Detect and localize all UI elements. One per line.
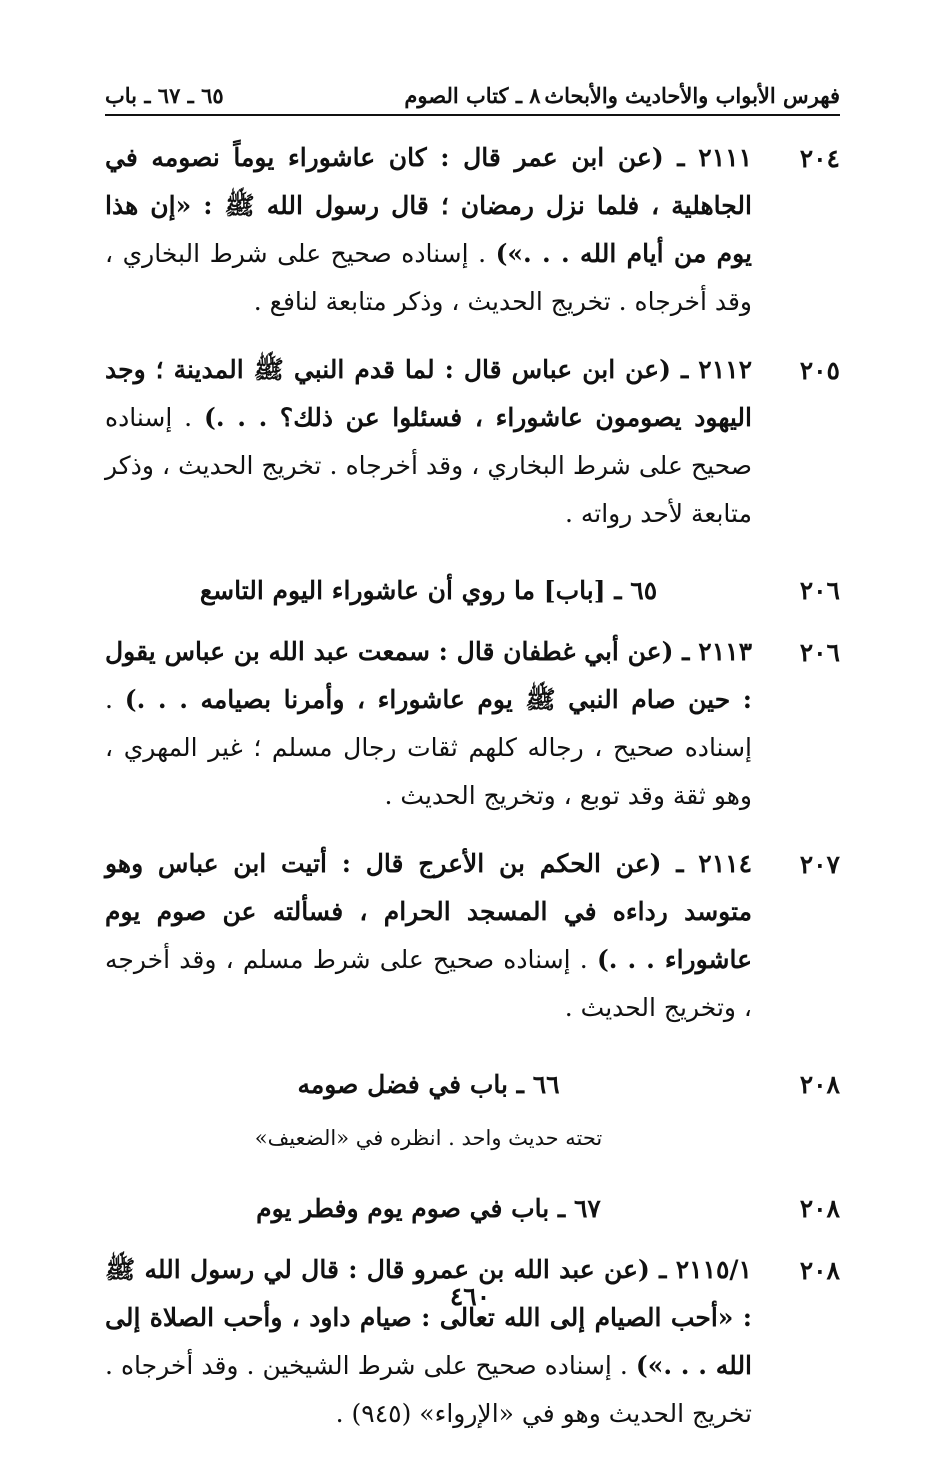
running-head-chapter-range: ٦٥ ـ ٦٧ ـ باب [105, 83, 224, 108]
running-head-book-title: ٨ ـ كتاب الصوم [404, 83, 541, 108]
hadith-entry-2112 [105, 346, 840, 538]
hadith-entry-2111 [105, 134, 840, 326]
entry-body [105, 346, 752, 538]
entry-page-number: ٢٠٦ [799, 638, 840, 667]
entry-page-number: ٢٠٦ [799, 576, 840, 605]
hadith-commentary: . إسناده صحيح على شرط الشيخين . وقد أخرجاه . تخريج الحديث وهو في «الإرواء» (٩٤٥) . [105, 1351, 752, 1428]
chapter-heading-65 [105, 558, 840, 620]
hadith-commentary: . إسناده صحيح على شرط البخاري ، وقد أخرجاه . تخريج الحديث ، وذكر متابعة لأحد رواته . [105, 403, 752, 528]
hadith-commentary: . إسناده صحيح على شرط مسلم ، وقد أخرجه ، وتخريج الحديث . [105, 945, 752, 1022]
hadith-text: ٢١١١ ـ (عن ابن عمر قال : كان عاشوراء يوماً نصومه في الجاهلية ، فلما نزل رمضان ؛ قال رسول الله ﷺ : «إن هذا يوم من أيام الله . . .») [105, 143, 752, 268]
hadith-commentary: . إسناده صحيح على شرط البخاري ، وقد أخرجاه . تخريج الحديث ، وذكر متابعة لنافع . [105, 239, 752, 316]
entry-body [105, 134, 752, 326]
entry-page-number: ٢٠٤ [799, 144, 840, 173]
entry-page-number: ٢٠٨ [799, 1194, 840, 1223]
hadith-commentary: . إسناده صحيح ، رجاله كلهم ثقات رجال مسلم ؛ غير المهري ، وهو ثقة وقد توبع ، وتخريج الحديث . [105, 685, 752, 810]
running-head-index-title: فهرس الأبواب والأحاديث والأبحاث [544, 83, 840, 108]
running-head [105, 78, 840, 116]
entry-page-number: ٢٠٨ [799, 1070, 840, 1099]
page-folio: ٤٦٠ [449, 1282, 491, 1311]
entry-body [105, 628, 752, 820]
entry-body [105, 1246, 752, 1438]
index-entries [105, 134, 840, 1458]
chapter-heading-67 [105, 1176, 840, 1238]
chapter-note: تحته حديث واحد . انظره في «الضعيف» [254, 1126, 603, 1150]
entry-page-number: ٢٠٨ [799, 1256, 840, 1285]
entry-body [105, 840, 752, 1032]
chapter-title: ٦٧ ـ باب في صوم يوم وفطر يوم [256, 1194, 601, 1223]
hadith-text: ٢١١٣ ـ (عن أبي غطفان قال : سمعت عبد الله بن عباس يقول : حين صام النبي ﷺ يوم عاشوراء ، وأمرنا بصيامه . . .) [105, 637, 752, 714]
hadith-entry-2113 [105, 628, 840, 820]
entry-page-number: ٢٠٧ [799, 850, 840, 879]
chapter-title: ٦٥ ـ [باب] ما روي أن عاشوراء اليوم التاسع [199, 576, 658, 605]
entry-page-number: ٢٠٥ [799, 356, 840, 385]
chapter-title: ٦٦ ـ باب في فضل صومه [297, 1070, 560, 1099]
hadith-text: ٢١١٢ ـ (عن ابن عباس قال : لما قدم النبي ﷺ المدينة ؛ وجد اليهود يصومون عاشوراء ، فسئلوا عن ذلك؟ . . .) [105, 355, 752, 432]
hadith-entry-2115 [105, 1246, 840, 1438]
chapter-heading-66 [105, 1052, 840, 1114]
hadith-entry-2114 [105, 840, 840, 1032]
hadith-text: ٢١١٥/١ ـ (عن عبد الله بن عمرو قال : قال لي رسول الله ﷺ : «أحب الصيام إلى الله تعالى : صيام داود ، وأحب الصلاة إلى الله . . .») [105, 1255, 753, 1380]
hadith-text: ٢١١٤ ـ (عن الحكم بن الأعرج قال : أتيت ابن عباس وهو متوسد رداءه في المسجد الحرام ، فسألته عن صوم يوم عاشوراء . . .) [105, 849, 752, 974]
